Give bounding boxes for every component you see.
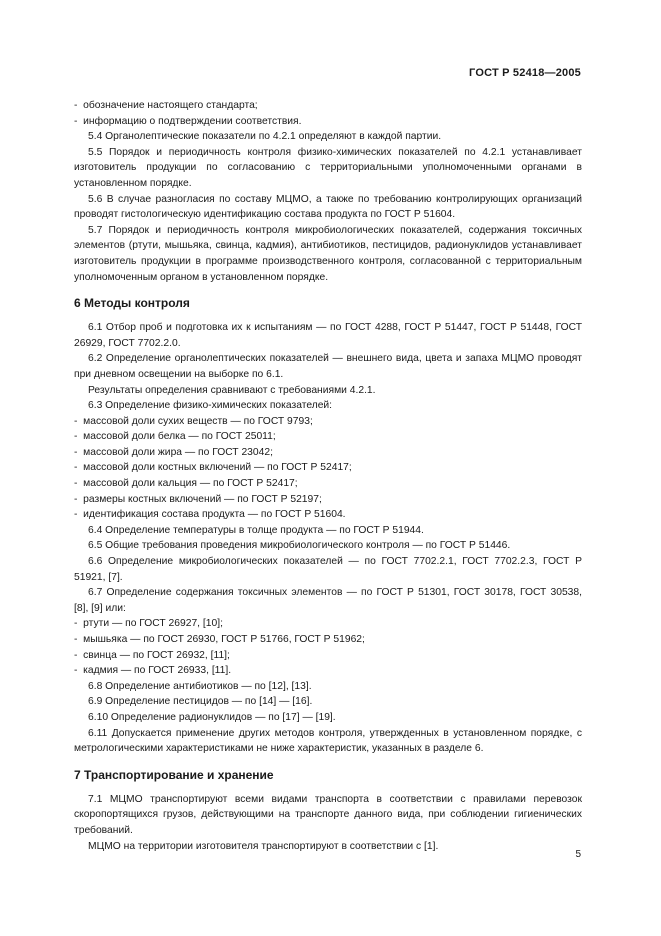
paragraph-6-5: 6.5 Общие требования проведения микробиологического контроля — по ГОСТ Р 51446. (88, 540, 511, 552)
paragraph-6-3: 6.3 Определение физико-химических показателей: (88, 400, 333, 412)
paragraph-5-4: 5.4 Органолептические показатели по 4.2.1 определяют в каждой партии. (88, 131, 442, 143)
paragraph-6-6: 6.6 Определение микробиологических показателей — по ГОСТ 7702.2.1, ГОСТ 7702.2.3, ГОСТ Р 51921, [7]. (74, 556, 582, 583)
list-item: - кадмия — по ГОСТ 26933, [11]. (74, 663, 582, 679)
paragraph-6-2: 6.2 Определение органолептических показателей — внешнего вида, цвета и запаха МЦМО проводят при дневном освещении на выборке по 6.1. (74, 353, 582, 380)
paragraph-6-8: 6.8 Определение антибиотиков — по [12], [13]. (88, 680, 312, 692)
list-item: - массовой доли жира — по ГОСТ 23042; (74, 445, 582, 461)
paragraph-5-6: 5.6 В случае разногласия по составу МЦМО, а также по требованию контролирующих организаций проводят гистологическую идентификацию состава продукта по ГОСТ Р 51604. (74, 193, 582, 221)
document-code-header: ГОСТ Р 52418—2005 (469, 67, 581, 79)
list-item: - мышьяка — по ГОСТ 26930, ГОСТ Р 51766, ГОСТ Р 51962; (74, 632, 582, 648)
paragraph-6-9: 6.9 Определение пестицидов — по [14] — [16]. (88, 696, 313, 708)
list-item: - массовой доли костных включений — по ГОСТ Р 52417; (74, 460, 582, 476)
page-number: 5 (575, 849, 581, 860)
paragraph-6-2-result: Результаты определения сравнивают с требованиями 4.2.1. (88, 384, 376, 396)
paragraph-5-5: 5.5 Порядок и периодичность контроля физико-химических показателей по 4.2.1 устанавливает изготовитель продукции по согласованию с территориальными уполномоченными органами в установленном порядке. (74, 146, 582, 189)
list-item: - массовой доли кальция — по ГОСТ Р 52417; (74, 476, 582, 492)
page-body (74, 98, 582, 854)
list-item: - идентификация состава продукта — по ГОСТ Р 51604. (74, 507, 582, 523)
list-item: - свинца — по ГОСТ 26932, [11]; (74, 648, 582, 664)
paragraph-7-1: 7.1 МЦМО транспортируют всеми видами транспорта в соответствии с правилами перевозок скоропортящихся грузов, действующими на транспорте данного вида, при соблюдении гигиенических требований. (74, 793, 582, 836)
list-item: - массовой доли белка — по ГОСТ 25011; (74, 429, 582, 445)
paragraph-6-10: 6.10 Определение радионуклидов — по [17] — [19]. (88, 711, 336, 723)
paragraph-7-1-internal: МЦМО на территории изготовителя транспортируют в соответствии с [1]. (88, 840, 439, 852)
paragraph-6-4: 6.4 Определение температуры в толще продукта — по ГОСТ Р 51944. (88, 524, 424, 536)
list-item: - массовой доли сухих веществ — по ГОСТ 9793; (74, 414, 582, 430)
section-6-heading: 6 Методы контроля (74, 296, 190, 311)
paragraph-6-7: 6.7 Определение содержания токсичных элементов — по ГОСТ Р 51301, ГОСТ 30178, ГОСТ 30538, [8], [9] или: (74, 587, 582, 614)
section-7-heading: 7 Транспортирование и хранение (74, 767, 274, 782)
list-item: - размеры костных включений — по ГОСТ Р 52197; (74, 492, 582, 508)
paragraph-6-1: 6.1 Отбор проб и подготовка их к испытаниям — по ГОСТ 4288, ГОСТ Р 51447, ГОСТ Р 51448, ГОСТ 26929, ГОСТ 7702.2.0. (74, 322, 582, 349)
bullet-item: - информацию о подтверждении соответствия. (74, 114, 582, 130)
bullet-item: - обозначение настоящего стандарта; (74, 98, 582, 114)
paragraph-6-11: 6.11 Допускается применение других методов контроля, утвержденных в установленном порядке, с метрологическими характеристиками не ниже характеристик, указанных в разделе 6. (74, 727, 582, 755)
list-item: - ртути — по ГОСТ 26927, [10]; (74, 616, 582, 632)
paragraph-5-7: 5.7 Порядок и периодичность контроля микробиологических показателей, содержания токсичных элементов (ртути, мышьяка, свинца, кадмия), антибиотиков, пестицидов, радионуклидов устанавливает изготовитель продукции в программе производственного контроля, согласованной с территориальным уполномоченным органом в установленном порядке. (74, 224, 582, 283)
